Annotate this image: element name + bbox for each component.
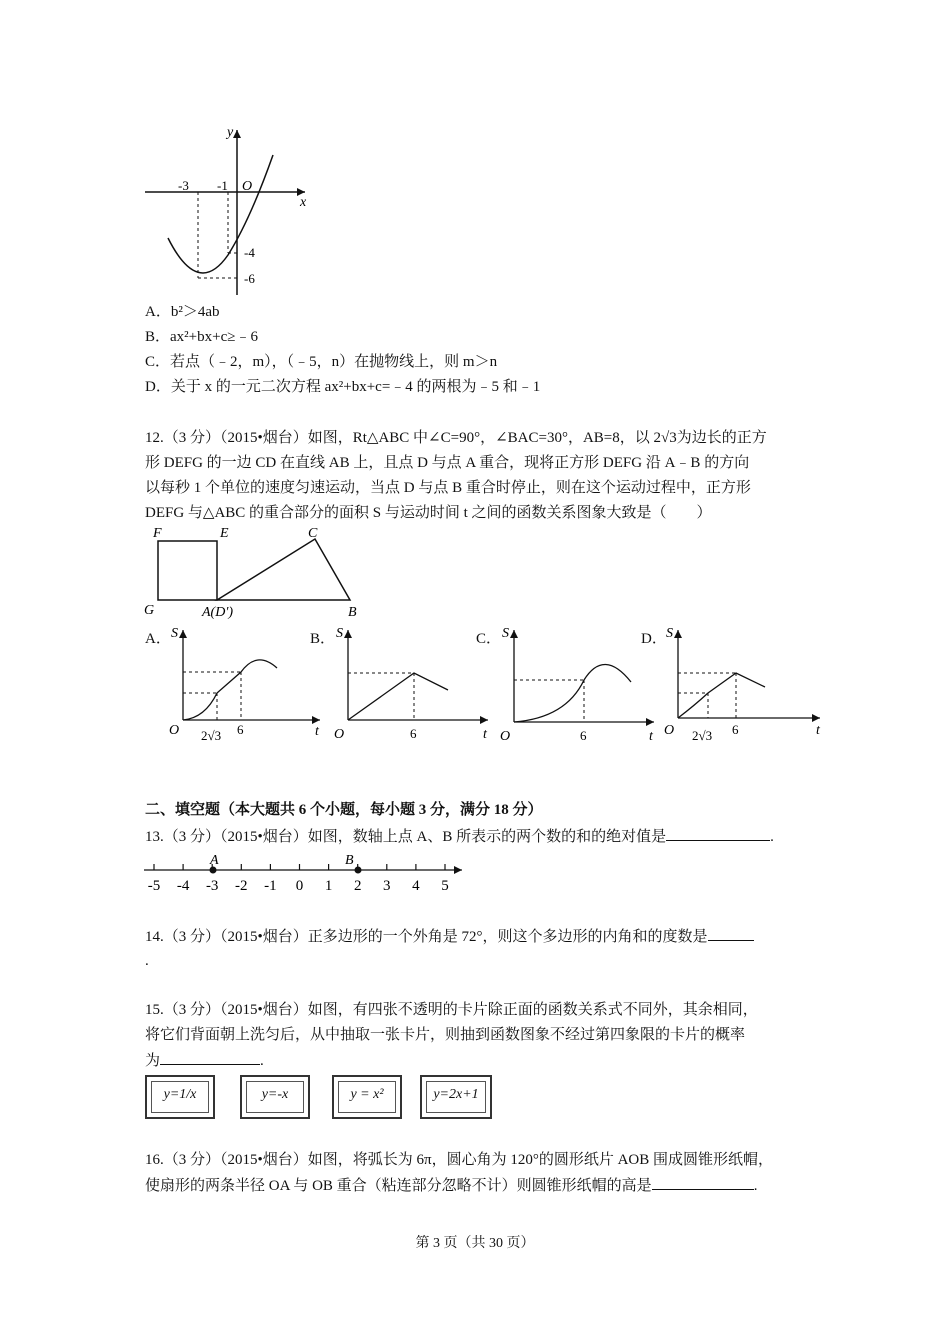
q12-option-b-graph <box>330 620 495 745</box>
q12-b-t: t <box>483 727 487 742</box>
q12-option-c-graph <box>496 620 661 745</box>
q13-tick-label: -3 <box>205 878 219 894</box>
q16-line-2 <box>145 1175 757 1196</box>
q12-option-c-label: C． <box>476 631 502 647</box>
q11-tick-neg6: -6 <box>244 271 255 286</box>
q12-line-2: 形 DEFG 的一边 CD 在直线 AB 上，且点 D 与点 A 重合，现将正方形 DEFG 沿 A﹣B 的方向 <box>145 455 750 471</box>
q15-card-1-label: y=1/x <box>163 1087 197 1102</box>
q12-line-3: 以每秒 1 个单位的速度匀速运动，当点 D 与点 B 重合时停止，则在这个运动过程中，正方形 <box>145 480 751 496</box>
q13-tick-label: -4 <box>176 878 190 894</box>
q11-option-c: C．若点（﹣2，m），（﹣5，n）在抛物线上，则 m＞n <box>145 354 498 370</box>
q13-text <box>145 826 774 847</box>
q11-tick-neg3: -3 <box>178 178 189 193</box>
q15-card-2-label: y=-x <box>261 1087 289 1102</box>
q12-a-s: S <box>171 626 178 641</box>
q13-point-b <box>355 867 362 874</box>
q12-label-b: B <box>348 605 357 620</box>
q14-answer-blank[interactable] <box>708 926 754 941</box>
q12-a-2root3: 2√3 <box>201 728 222 743</box>
q15-line-2: 将它们背面朝上洗匀后，从中抽取一张卡片，则抽到函数图象不经过第四象限的卡片的概率 <box>145 1027 746 1043</box>
q12-option-b-label: B． <box>310 631 336 647</box>
q13-label-b: B <box>345 853 354 868</box>
section-2-title: 二、填空题（本大题共 6 个小题，每小题 3 分，满分 18 分） <box>145 802 543 818</box>
q12-c-o: O <box>500 729 511 744</box>
q15-card-2 <box>240 1075 310 1119</box>
q15-card-4-label: y=2x+1 <box>433 1087 479 1102</box>
q16-answer-blank[interactable] <box>652 1175 754 1190</box>
q13-tick-label: 1 <box>324 878 333 894</box>
q13-answer-blank[interactable] <box>666 826 770 841</box>
q12-label-f: F <box>153 526 162 541</box>
q11-y-label: y <box>227 125 234 140</box>
q13-tick-label: 2 <box>353 878 362 894</box>
q12-d-o: O <box>664 723 675 738</box>
q14-end: . <box>145 953 149 969</box>
q13-prompt: 13.（3 分）（2015•烟台）如图，数轴上点 A、B 所表示的两个数的和的绝对值是 <box>145 829 667 845</box>
q15-line-1: 15.（3 分）（2015•烟台）如图，有四张不透明的卡片除正面的函数关系式不同外，其余相同， <box>145 1002 758 1018</box>
q12-label-g: G <box>144 603 155 618</box>
q12-option-a-label: A． <box>145 631 171 647</box>
q11-tick-neg4: -4 <box>244 245 255 260</box>
q12-line-4: DEFG 与△ABC 的重合部分的面积 S 与运动时间 t 之间的函数关系图象大致是（ ） <box>145 505 712 521</box>
q14-prompt: 14.（3 分）（2015•烟台）正多边形的一个外角是 72°，则这个多边形的内角和的度数是 <box>145 929 708 945</box>
q12-c-s: S <box>502 626 509 641</box>
q12-option-d-label: D． <box>641 631 667 647</box>
q13-tick-label: -2 <box>235 878 248 894</box>
q12-b-6: 6 <box>410 726 417 741</box>
q15-card-3-label: y = x² <box>350 1087 384 1102</box>
q16-end: . <box>753 1178 758 1194</box>
page-footer: 第 3 页（共 30 页） <box>415 1236 535 1251</box>
q12-a-t: t <box>315 724 319 739</box>
q12-a-6: 6 <box>237 722 244 737</box>
q11-option-b: B．ax²+bx+c≥﹣6 <box>145 329 258 345</box>
q13-tick-label: 4 <box>412 878 420 894</box>
q11-parabola-graph <box>140 120 315 300</box>
q13-tick-label: 0 <box>295 878 304 894</box>
q12-d-s: S <box>666 626 673 641</box>
q12-c-6: 6 <box>580 728 587 743</box>
q13-tick-label: 5 <box>441 878 449 894</box>
q12-option-a-graph <box>165 620 325 745</box>
q11-tick-neg1: -1 <box>217 178 228 193</box>
q13-label-a: A <box>210 853 219 868</box>
q12-c-t: t <box>649 729 653 744</box>
q13-number-line <box>140 850 470 895</box>
q12-d-t: t <box>816 723 820 738</box>
q12-a-o: O <box>169 723 180 738</box>
q12-figure <box>140 522 370 622</box>
q11-origin: O <box>242 179 253 194</box>
q12-b-s: S <box>336 626 343 641</box>
q11-option-a: A．b²＞4ab <box>145 304 220 320</box>
q14-text <box>145 926 754 947</box>
q16-line-1: 16.（3 分）（2015•烟台）如图，将弧长为 6π，圆心角为 120°的圆形纸片 AOB 围成圆锥形纸帽， <box>145 1152 773 1168</box>
q16-prompt: 使扇形的两条半径 OA 与 OB 重合（粘连部分忽略不计）则圆锥形纸帽的高是 <box>145 1178 652 1194</box>
q15-card-4 <box>420 1075 492 1119</box>
q13-tick-label: -5 <box>147 878 161 894</box>
q15-end: . <box>260 1053 264 1069</box>
q15-prompt-end: 为 <box>145 1053 161 1069</box>
q12-b-o: O <box>334 727 345 742</box>
q11-x-label: x <box>300 195 307 210</box>
q15-card-1 <box>145 1075 215 1119</box>
q12-label-e: E <box>220 526 229 541</box>
q15-answer-blank[interactable] <box>160 1050 260 1065</box>
q13-end: . <box>770 829 774 845</box>
q12-line-1: 12.（3 分）（2015•烟台）如图，Rt△ABC 中∠C=90°，∠BAC=30°，AB=8，以 2√3为边长的正方 <box>145 430 767 446</box>
q13-tick-label: 3 <box>383 878 391 894</box>
q12-label-c: C <box>308 526 318 541</box>
q12-option-d-graph <box>660 620 828 745</box>
q13-tick-label: -1 <box>264 878 277 894</box>
q15-card-3 <box>332 1075 402 1119</box>
q15-line-3 <box>145 1050 264 1071</box>
q11-option-d: D．关于 x 的一元二次方程 ax²+bx+c=﹣4 的两根为﹣5 和﹣1 <box>145 379 541 395</box>
q12-d-6: 6 <box>732 722 739 737</box>
q12-label-a: A(D′) <box>202 605 234 620</box>
q12-d-2root3: 2√3 <box>692 728 713 743</box>
